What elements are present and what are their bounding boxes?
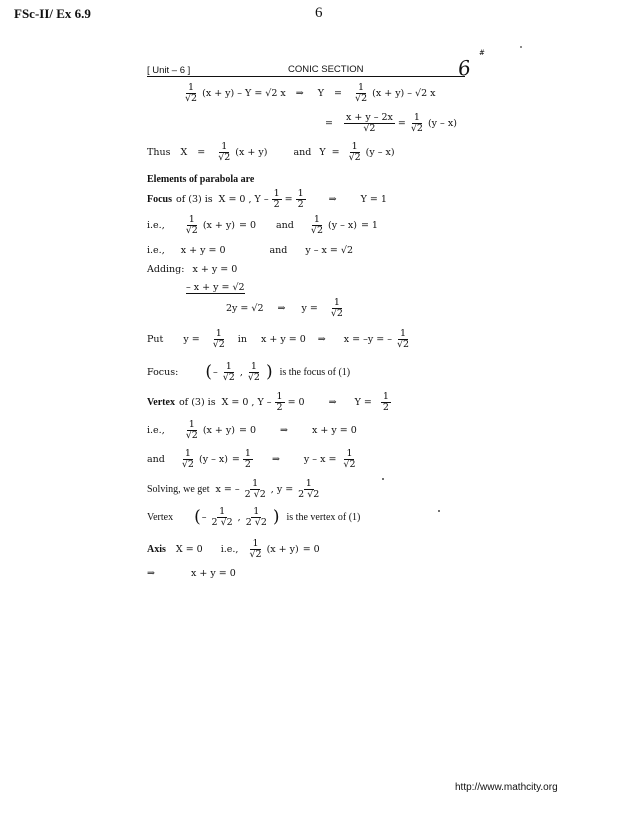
handwritten-page-mark: 6	[456, 55, 473, 81]
page-number: 6	[315, 5, 323, 21]
header-rule	[147, 76, 465, 77]
focus-ie-line-2: i.e., x + y = 0 and y – x = √2	[147, 245, 354, 256]
two-y-line: 2y = √2 ⇒ y = 1 √2	[226, 297, 343, 319]
footer-url: http://www.mathcity.org	[455, 782, 558, 793]
speckle	[520, 46, 522, 48]
elements-heading: Elements of parabola are	[147, 174, 255, 185]
focus-ie-line-1: i.e., 1 √2 (x + y) = 0 and 1 √2 (y – x) = 1	[147, 214, 378, 236]
put-line: Put y = 1 √2 in x + y = 0 ⇒ x = –y = – 1 √2	[147, 328, 410, 350]
unit-label: [ Unit – 6 ]	[147, 65, 191, 76]
adding-second-row: – x + y = √2	[186, 282, 245, 293]
axis-result-line: ⇒ x + y = 0	[147, 568, 236, 579]
focus-condition-line: Focus of (3) is X = 0 , Y – $\frac{1}{2}$ = $\frac{1}{2}$ ⇒ Y = 1	[147, 188, 387, 210]
solving-line: Solving, we get x = – 1 2 √2 , y = $\frac{1}{2 √2}$	[147, 478, 320, 500]
document-reference: FSc-II/ Ex 6.9	[14, 6, 91, 21]
adding-line: Adding: x + y = 0	[147, 264, 238, 275]
vertex-point-line: Vertex ( – 1 2 √2 , 1 2 √2 ) is the vertex of (1)	[147, 506, 361, 528]
axis-line: Axis X = 0 i.e., 1 √2 (x + y) = 0	[147, 538, 320, 560]
speckle	[382, 478, 384, 480]
vertex-ie-line: i.e., 1 √2 (x + y) = 0 ⇒ x + y = 0	[147, 419, 357, 441]
fraction: 1 √2	[185, 82, 198, 104]
section-title: CONIC SECTION	[288, 64, 364, 75]
vertex-condition-line: Vertex of (3) is X = 0 , Y – $\frac{1}{2}$ = 0 ⇒ Y = 1 2	[147, 391, 389, 413]
thus-line: Thus X = 1 √2 (x + y) and Y = 1 √2 (y – x)	[147, 141, 395, 163]
equation-line-1: 1 √2 (x + y) – Y = √2 x ⇒ Y = 1 √2 (x + y) – √2 x	[185, 82, 436, 104]
focus-point-line: Focus: ( – 1 √2 , 1 √2 ) is the focus of (1)	[147, 361, 351, 383]
handwritten-symbol: #	[479, 49, 485, 57]
equation-line-2: = $\frac{x + y - 2x}{√2}$ = $\frac{1}{√2}$ (y – x)	[325, 112, 457, 134]
vertex-and-line: and 1 √2 (y – x) = $\frac{1}{2}$ ⇒ y – x = 1 √2	[147, 448, 356, 470]
speckle	[438, 510, 440, 512]
